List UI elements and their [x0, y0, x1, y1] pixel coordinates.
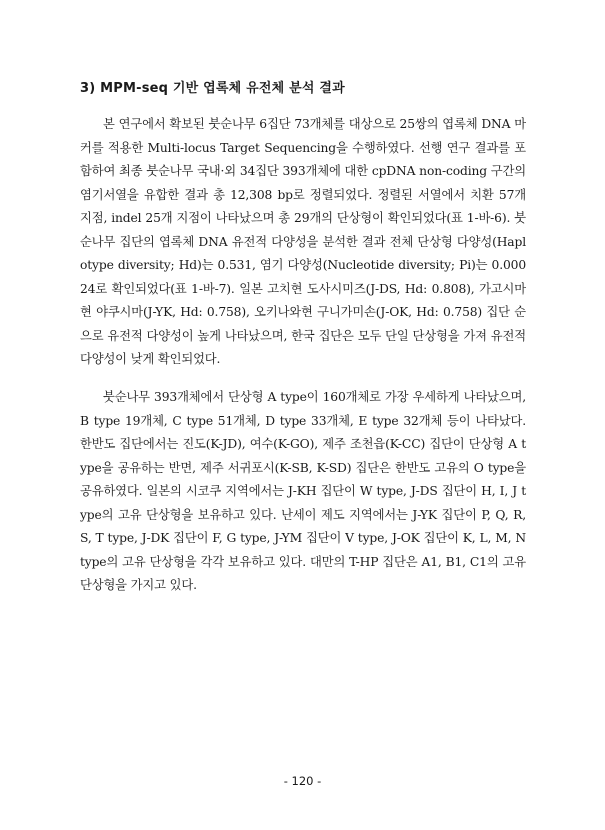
page-number: - 120 -: [283, 774, 322, 788]
paragraph-2: 붓순나무 393개체에서 단상형 A type이 160개체로 가장 우세하게 나타났으며, B type 19개체, C type 51개체, D type 33개체, E type 32개체 등이 나타났다. 한반도 집단에서는 진도(K-JD), 여수(K-GO), 제주 조천읍(K-CC) 집단이 단상형 A type을 공유하는 반면, 제주 서귀포시(K-SB, K-SD) 집단은 한반도 고유의 O type을 공유하였다. 일본의 시코쿠 지역에서는 J-KH 집단이 W type, J-DS 집단이 H, I, J type의 고유 단상형을 보유하고 있다. 난세이 제도 지역에서는 J-YK 집단이 P, Q, R, S, T type, J-DK 집단이 F, G type, J-YM 집단이 V type, J-OK 집단이 K, L, M, N type의 고유 단상형을 각각 보유하고 있다. 대만의 T-HP 집단은 A1, B1, C1의 고유 단상형을 가지고 있다.: [80, 390, 526, 593]
section-title: 3) MPM-seq 기반 엽록체 유전체 분석 결과: [80, 81, 345, 96]
paragraph-1: 본 연구에서 확보된 붓순나무 6집단 73개체를 대상으로 25쌍의 엽록체 DNA 마커를 적용한 Multi-locus Target Sequencing을 수행하였다. 선행 연구 결과를 포함하여 최종 붓순나무 국내·외 34집단 393개체에 대한 cpDNA non-coding 구간의 염기서열을 유합한 결과 총 12,308 bp로 정렬되었다. 정렬된 서열에서 치환 57개 지점, indel 25개 지점이 나타났으며 총 29개의 단상형이 확인되었다(표 1-바-6). 붓순나무 집단의 엽록체 DNA 유전적 다양성을 분석한 결과 전체 단상형 다양성(Haplotype diversity; Hd)는 0.531, 염기 다양성(Nucleotide diversity; Pi)는 0.00024로 확인되었다(표 1-바-7). 일본 고치현 도사시미즈(J-DS, Hd: 0.808), 가고시마현 야쿠시마(J-YK, Hd: 0.758), 오키나와현 구니가미손(J-OK, Hd: 0.758) 집단 순으로 유전적 다양성이 높게 나타났으며, 한국 집단은 모두 단일 단상형을 가져 유전적 다양성이 낮게 확인되었다.: [80, 117, 526, 367]
